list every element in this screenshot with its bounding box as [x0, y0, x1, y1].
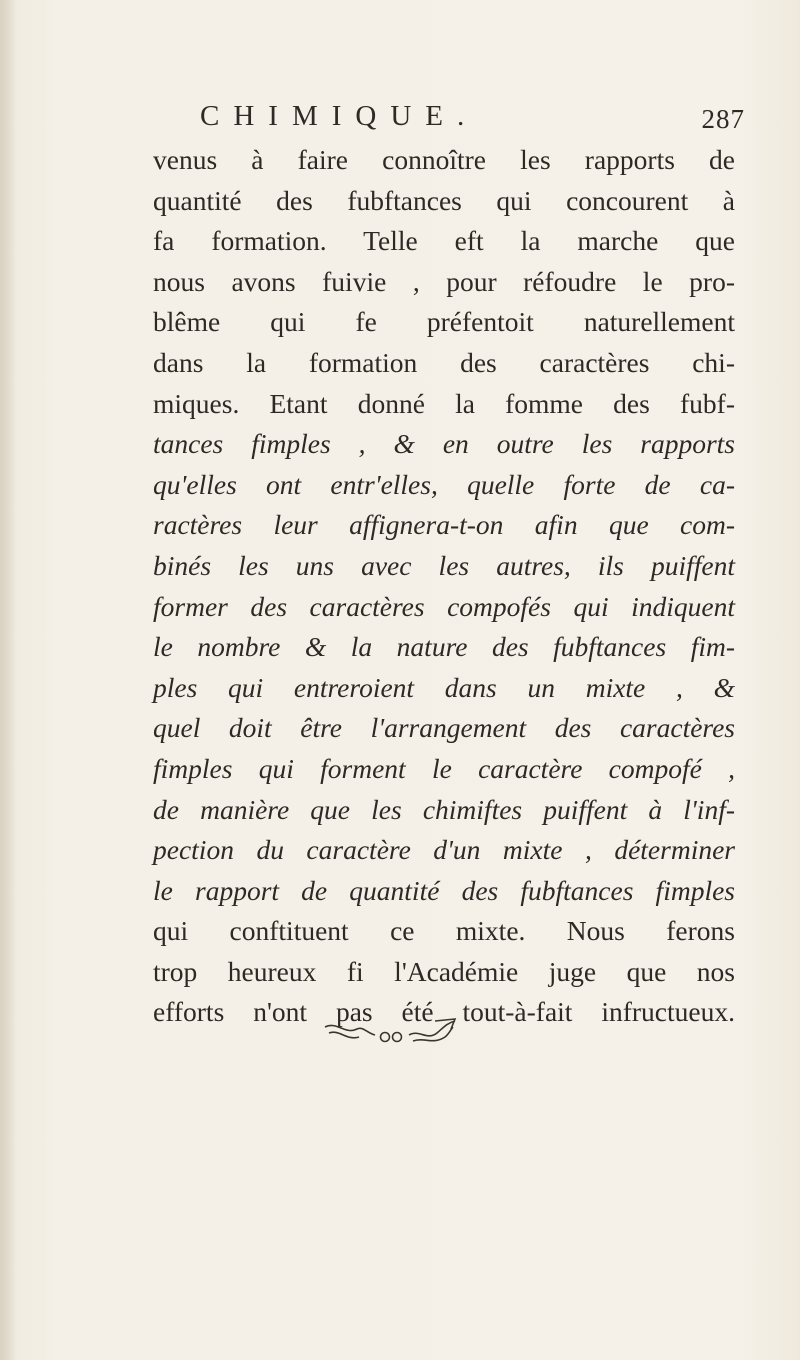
- text-line: le rapport de quantité des fubftances fimples: [153, 874, 735, 906]
- tailpiece-ornament-icon: [285, 1015, 485, 1055]
- text-line: nous avons fuivie , pour réfoudre le pro-: [153, 265, 735, 297]
- text-line: trop heureux fi l'Académie juge que nos: [153, 955, 735, 987]
- text-line: pection du caractère d'un mixte , déterminer: [153, 834, 735, 866]
- text-line: qu'elles ont entr'elles, quelle forte de ca-: [153, 468, 735, 500]
- text-line: fimples qui forment le caractère compofé ,: [153, 752, 735, 784]
- text-line: blême qui fe préfentoit naturellement: [153, 306, 735, 338]
- running-title: CHIMIQUE.: [200, 100, 479, 132]
- text-line: ples qui entreroient dans un mixte , &: [153, 671, 735, 703]
- text-line: dans la formation des caractères chi-: [153, 346, 735, 378]
- text-line: efforts n'ont pas été tout-à-fait infructueux.: [153, 996, 735, 1028]
- text-line: tances fimples , & en outre les rapports: [153, 428, 735, 460]
- body-text: [153, 140, 735, 1033]
- text-line: de manière que les chimiftes puiffent à l'inf-: [153, 793, 735, 825]
- binding-shadow: [0, 0, 16, 1360]
- page-number: 287: [701, 104, 745, 134]
- text-line: ractères leur affignera-t-on afin que com-: [153, 509, 735, 541]
- text-line: qui conftituent ce mixte. Nous ferons: [153, 915, 735, 947]
- text-line: former des caractères compofés qui indiquent: [153, 590, 735, 622]
- text-line: fa formation. Telle eft la marche que: [153, 225, 735, 257]
- text-line: quel doit être l'arrangement des caractères: [153, 712, 735, 744]
- text-line: binés les uns avec les autres, ils puiffent: [153, 549, 735, 581]
- text-line: miques. Etant donné la fomme des fubf-: [153, 387, 735, 419]
- text-line: venus à faire connoître les rapports de: [153, 144, 735, 175]
- running-head: [200, 100, 745, 144]
- text-line: quantité des fubftances qui concourent à: [153, 184, 735, 216]
- text-line: le nombre & la nature des fubftances fim-: [153, 631, 735, 663]
